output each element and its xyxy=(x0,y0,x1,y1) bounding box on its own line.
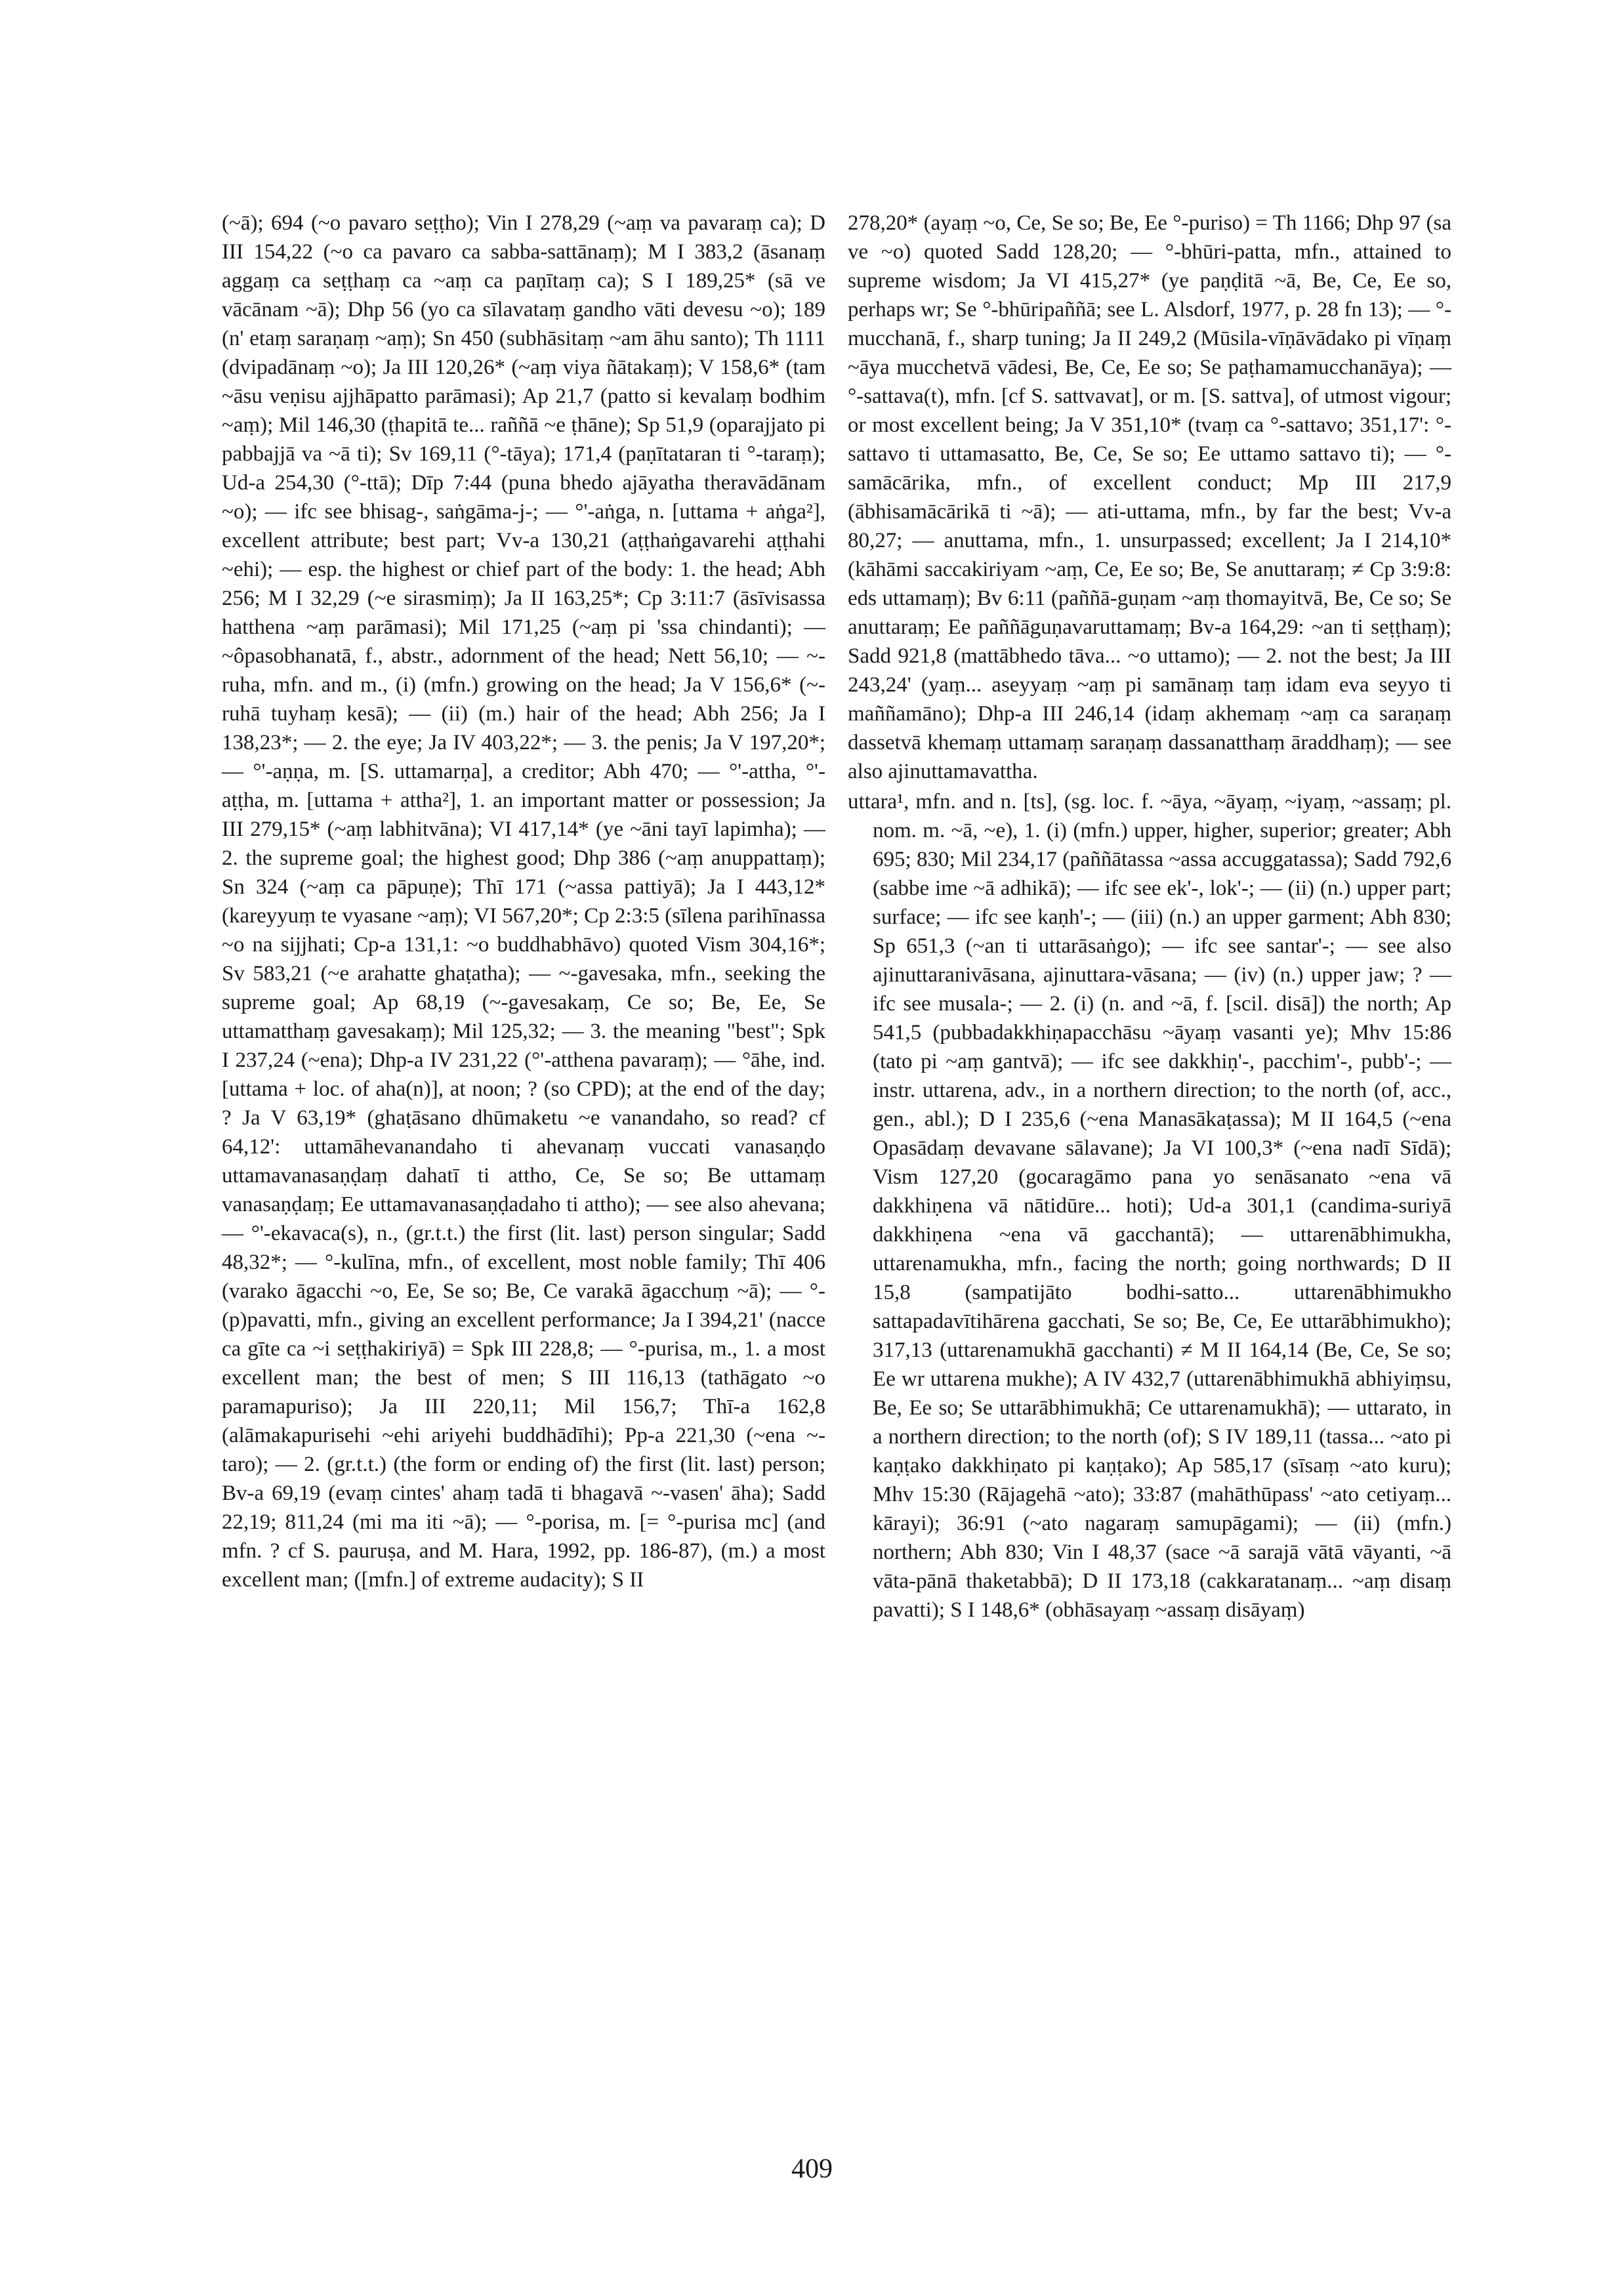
dictionary-text: (~ā); 694 (~o pavaro seṭṭho); Vin I 278,29 (~aṃ va pavaraṃ ca); D III 154,22 (~o ca pavaro ca sabba-sattānaṃ); M I 383,2 (āsanaṃ aggaṃ ca seṭṭhaṃ ca ~aṃ ca paṇītaṃ ca); S I 189,25* (sā ve vācānam ~ā); Dhp 56 (yo ca sīlavataṃ gandho vāti devesu ~o); 189 (n' etaṃ saraṇaṃ ~aṃ); Sn 450 (subhāsitaṃ ~am āhu santo); Th 1111 (dvipadānaṃ ~o); Ja III 120,26* (~aṃ viya ñātakaṃ); V 158,6* (tam ~āsu veṇisu ajjhāpatto parāmasi); Ap 21,7 (patto si kevalaṃ bodhim ~aṃ); Mil 146,30 (ṭhapitā te... raññā ~e ṭhāne); Sp 51,9 (oparajjato pi pabbajjā va ~ā ti); Sv 169,11 (°-tāya); 171,4 (paṇītataran ti °-taraṃ); Ud-a 254,30 (°-ttā); Dīp 7:44 (puna bhedo ajāyatha theravādānam ~o); — ifc see bhisag-, saṅgāma-j-; — °'-aṅga, n. [uttama + aṅga²], excellent attribute; best part; Vv-a 130,21 (aṭṭhaṅgavarehi aṭṭhahi ~ehi); — esp. the highest or chief part of the body: 1. the head; Abh 256; M I 32,29 (~e sirasmiṃ); Ja II 163,25*; Cp 3:11:7 (āsīvisassa hatthena ~aṃ parāmasi); Mil 171,25 (~aṃ pi 'ssa chindanti); — ~ôpasobhanatā, f., abstr., adornment of the head; Nett 56,10; — ~-ruha, mfn. and m., (i) (mfn.) growing on the head; Ja V 156,6* (~-ruhā tuyhaṃ kesā); — (ii) (m.) hair of the head; Abh 256; Ja I 138,23*; — 2. the eye; Ja IV 403,22*; — 3. the penis; Ja V 197,20*; — °'-aṇṇa, m. [S. uttamarṇa], a creditor; Abh 470; — °'-attha, °'-aṭṭha, m. [uttama + attha²], 1. an important matter or possession; Ja III 279,15* (~aṃ labhitvāna); VI 417,14* (ye ~āni tayī lapimha); — 2. the supreme goal; the highest good; Dhp 386 (~aṃ anuppattaṃ); Sn 324 (~aṃ ca pāpuṇe); Thī 171 (~assa pattiyā); Ja I 443,12* (kareyyuṃ te vyasane ~aṃ); VI 567,20*; Cp 2:3:5 (sīlena parihīnassa ~o na sijjhati; Cp-a 131,1: ~o buddhabhāvo) quoted Vism 304,16*; Sv 583,21 (~e arahatte ghaṭatha); — ~-gavesaka, mfn., seeking the supreme goal; Ap 68,19 (~-gavesakaṃ, Ce so; Be, Ee, Se uttamatthaṃ gavesakaṃ); Mil 125,32; — 3. the meaning "best"; Spk I 237,24 (~ena); Dhp-a IV 231,22 (°'-atthena pavaraṃ); — °āhe, ind. [uttama + loc. of aha(n)], at noon; ? (so CPD); at the end of the day; ? Ja V 63,19* (ghaṭāsano dhūmaketu ~e vanandaho, so read? cf 64,12': uttamāhevanandaho ti ahevanaṃ vuccati vanasaṇḍo uttamavanasaṇḍaṃ dahatī ti attho, Ce, Se so; Be uttamaṃ vanasaṇḍaṃ; Ee uttamavanasaṇḍadaho ti attho); — see also ahevana; — °'-ekavaca(s), n., (gr.t.t.) the first (lit. last) person singular; Sadd 48,32*; — °-kulīna, mfn., of excellent, most noble family; Thī 406 (varako āgacchi ~o, Ee, Se so; Be, Ce varakā āgacchuṃ ~ā); — °-(p)pavatti, mfn., giving an excellent performance; Ja I 394,21' (nacce ca gīte ca ~i seṭṭhakiriyā) = Spk III 228,8; — °-purisa, m., 1. a most excellent man; the best of men; S III 116,13 (tathāgato ~o paramapuriso); Ja III 220,11; Mil 156,7; Thī-a 162,8 (alāmakapurisehi ~ehi ariyehi buddhādīhi); Pp-a 221,30 (~ena ~-taro); — 2. (gr.t.t.) (the form or ending of) the first (lit. last) person; Bv-a 69,19 (evaṃ cintes' ahaṃ tadā ti bhagavā ~-vasen' āha); Sadd 22,19; 811,24 (mi ma iti ~ā); — °-porisa, m. [= °-purisa mc] (and mfn. ? cf S. pauruṣa, and M. Hara, 1992, pp. 186-87), (m.) a most excellent man; ([mfn.] of extreme audacity); S II xyxy=(222,211,825,1592)
left-column xyxy=(222,209,825,1596)
dictionary-text: 278,20* (ayaṃ ~o, Ce, Se so; Be, Ee °-puriso) = Th 1166; Dhp 97 (sa ve ~o) quoted Sadd 128,20; — °-bhūri-patta, mfn., attained to supreme wisdom; Ja VI 415,27* (ye paṇḍitā ~ā, Be, Ce, Ee so, perhaps wr; Se °-bhūripaññā; see L. Alsdorf, 1977, p. 28 fn 13); — °-mucchanā, f., sharp tuning; Ja II 249,2 (Mūsila-vīṇāvādako pi vīṇaṃ ~āya mucchetvā vādesi, Be, Ce, Ee so; Se paṭhamamucchanāya); — °-sattava(t), mfn. [cf S. sattvavat], or m. [S. sattva], of utmost vigour; or most excellent being; Ja V 351,10* (tvaṃ ca °-sattavo; 351,17': °-sattavo ti uttamasatto, Be, Ce, Se so; Ee uttamo sattavo ti); — °-samācārika, mfn., of excellent conduct; Mp III 217,9 (ābhisamācārikā ti ~ā); — ati-uttama, mfn., by far the best; Vv-a 80,27; — anuttama, mfn., 1. unsurpassed; excellent; Ja I 214,10* (kāhāmi saccakiriyam ~aṃ, Ce, Ee so; Be, Se anuttaraṃ; ≠ Cp 3:9:8: eds uttamaṃ); Bv 6:11 (paññā-guṇam ~aṃ thomayitvā, Be, Ce so; Se anuttaraṃ; Ee paññāguṇavaruttamaṃ; Bv-a 164,29: ~an ti seṭṭhaṃ); Sadd 921,8 (mattābhedo tāva... ~o uttamo); — 2. not the best; Ja III 243,24' (yaṃ... aseyyaṃ ~aṃ pi samānaṃ taṃ idam eva seyyo ti maññamāno); Dhp-a III 246,14 (idaṃ akhemaṃ ~aṃ ca saraṇaṃ dassetvā khemaṃ uttamaṃ saraṇaṃ dassanatthaṃ āraddhaṃ); — see also ajinuttamavattha. xyxy=(848,211,1451,783)
right-column xyxy=(848,209,1451,1626)
page-number: 409 xyxy=(791,2154,833,2184)
dictionary-entry-uttara: uttara¹, mfn. and n. [ts], (sg. loc. f. ~āya, ~āyaṃ, ~iyaṃ, ~assaṃ; pl. nom. m. ~ā, ~e), 1. (i) (mfn.) upper, higher, superior; greater; Abh 695; 830; Mil 234,17 (paññātassa ~assa accuggatassa); Sadd 792,6 (sabbe ime ~ā adhikā); — ifc see ek'-, lok'-; — (ii) (n.) upper part; surface; — ifc see kaṇh'-; — (iii) (n.) an upper garment; Abh 830; Sp 651,3 (~an ti uttarāsaṅgo); — ifc see santar'-; — see also ajinuttaranivāsana, ajinuttara-vāsana; — (iv) (n.) upper jaw; ? — ifc see musala-; — 2. (i) (n. and ~ā, f. [scil. disā]) the north; Ap 541,5 (pubbadakkhiṇapacchāsu ~āyaṃ vasanti ye); Mhv 15:86 (tato pi ~aṃ gantvā); — ifc see dakkhiṇ'-, pacchim'-, pubb'-; — instr. uttarena, adv., in a northern direction; to the north (of, acc., gen., abl.); D I 235,6 (~ena Manasākaṭassa); M II 164,5 (~ena Opasādaṃ devavane sālavane); Ja VI 100,3* (~ena nadī Sīdā); Vism 127,20 (gocaragāmo pana yo senāsanato ~ena vā dakkhiṇena vā nātidūre... hoti); Ud-a 301,1 (candima-suriyā dakkhiṇena ~ena vā gacchantā); — uttarenābhimukha, uttarenamukha, mfn., facing the north; going northwards; D II 15,8 (sampatijāto bodhi-satto... uttarenābhimukho sattapadavītihārena gacchati, Se so; Be, Ce, Ee uttarābhimukho); 317,13 (uttarenamukhā gacchanti) ≠ M II 164,14 (Be, Ce, Se so; Ee wr uttarena mukhe); A IV 432,7 (uttarenābhimukhā abhiyiṃsu, Be, Ee so; Se uttarābhimukhā; Ce uttarenamukhā); — uttarato, in a northern direction; to the north (of); S IV 189,11 (tassa... ~ato pi kaṇṭako dakkhiṇato pi kaṇṭako); Ap 585,17 (sīsaṃ ~ato kuru); Mhv 15:30 (Rājagehā ~ato); 33:87 (mahāthūpass' ~ato cetiyaṃ... kārayi); 36:91 (~ato nagaraṃ samupāgami); — (ii) (mfn.) northern; Abh 830; Vin I 48,37 (sace ~ā sarajā vātā vāyanti, ~ā vāta-pānā thaketabbā); D II 173,18 (cakkaratanaṃ... ~aṃ disaṃ pavatti); S I 148,6* (obhāsayaṃ ~assaṃ disāyaṃ) xyxy=(848,790,1451,1622)
